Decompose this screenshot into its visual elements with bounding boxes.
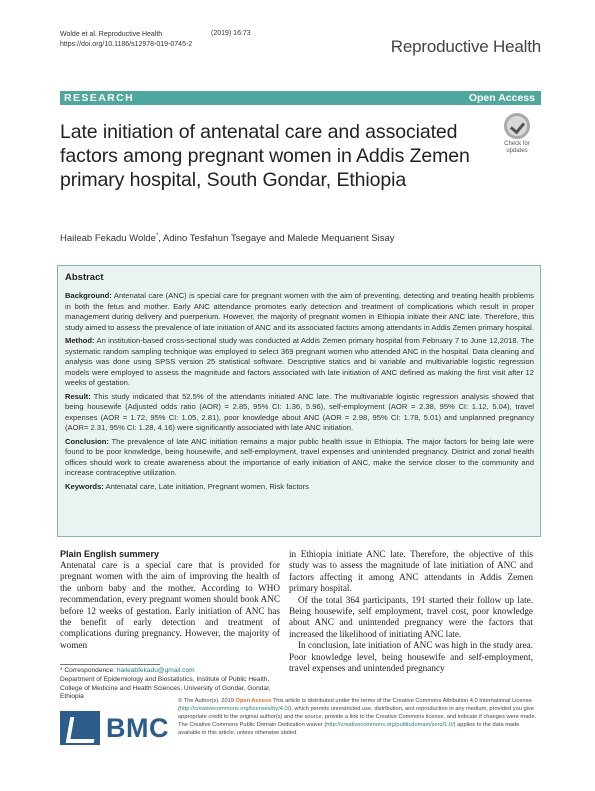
check-updates-label: Check for updates [504, 141, 530, 154]
abstract-box [57, 265, 541, 537]
article-type-label: RESEARCH [64, 92, 135, 104]
body-paragraph: Of the total 364 participants, 191 started their follow up late. Being housewife, self employment, travel cost, poor knowledge about ANC and unintended pregnancy were the factors that increased the likelihood of initiating ANC late. [289, 594, 533, 639]
body-paragraph: in Ethiopia initiate ANC late. Therefore, the objective of this study was to assess the magnitude of late initiation of ANC and factors affecting it among ANC attendants in Addis Zemen primary hospital. [289, 549, 533, 594]
author-name[interactable]: Haileab Fekadu Wolde [60, 233, 156, 245]
journal-name: Reproductive Health [390, 37, 541, 56]
open-access-tag: Open Access [235, 698, 272, 704]
check-updates-icon [504, 113, 530, 139]
year-volume: (2019) 16:73 [211, 30, 251, 37]
citation-line: Wolde et al. Reproductive Health [60, 31, 163, 38]
running-header [60, 30, 192, 50]
bmc-logo[interactable] [60, 710, 180, 746]
affiliation: Department of Epidemiology and Biostatistics, Institute of Public Health, College of Medicine and Health Sciences, University of Gondar, Gondar, Ethiopia [60, 675, 271, 701]
correspondence-email-link[interactable]: haileabfekadu@gmail.com [116, 667, 195, 674]
correspondence-label: * Correspondence: [60, 667, 117, 674]
corresponding-mark: * [155, 233, 159, 239]
license-notice: © The Author(s). 2019 Open Access This article is distributed under the terms of the Creative Commons Attribution 4.0 International License (http://creativecommons.org/licenses/by/4.0/), which permits unrestricted use, distribution, and reproduction in any medium, provided you give appropriate credit to the original author(s) and the source, provide a link to the Creative Commons license, and indicate if changes were made. The Creative Commons Public Domain Dedication waiver (http://creativecommons.org/publicdomain/zero/1.0/) applies to the data made available in this article, unless otherwise stated. [178, 698, 537, 736]
abstract-result: Result: This study indicated that 52.5% of the attendants initiated ANC late. The multivariable logistic regression analysis showed that being housewife (Adjusted odds ratio (AOR) = 2.85, 95% CI: 1.36, 5.96), self-employment (AOR = 2.38, 95% CI: 1.12, 5.04), travel expenses (AOR = 1.72, 95% CI: 1.05, 2.81), poor knowledge about ANC (AOR = 2.98, 95% CI: 1.78, 5.01) and unplanned pregnancy (AOR= 2.31, 95% CI: 1.28, 4.16) were significantly associated with late ANC initiation. [65, 391, 534, 432]
left-column [60, 549, 280, 651]
check-for-updates-button[interactable] [497, 113, 537, 157]
section-band [60, 91, 541, 105]
doi-link[interactable]: https://doi.org/10.1186/s12978-019-0745-2 [60, 41, 193, 48]
abstract-heading: Abstract [65, 272, 104, 283]
footnote-divider [60, 664, 160, 665]
license-link[interactable]: http://creativecommons.org/licenses/by/4.0/ [179, 705, 290, 712]
open-access-label: Open Access [468, 92, 535, 104]
right-column [289, 549, 533, 674]
section-heading: Plain English summery [60, 549, 160, 559]
body-paragraph: In conclusion, late initiation of ANC was high in the study area. Poor knowledge level, being housewife and self-employment, travel expenses and unintended pregnancy [289, 640, 533, 674]
public-domain-link[interactable]: http://creativecommons.org/publicdomain/zero/1.0/ [326, 721, 454, 728]
footnote [60, 667, 286, 702]
abstract-background: Background: Antenatal care (ANC) is special care for pregnant women with the aim of preventing, detecting and treating health problems in both the fetus and mother. Early ANC attendance promotes early detection and treatment of complications which result in proper management during delivery and puerperium. However, the majority of pregnant women in Ethiopia initiate their ANC late. Therefore, this study aimed to assess the prevalence of late initiation of ANC and its associated factors among attendants in Addis Zemen primary hospital. [65, 291, 534, 332]
body-paragraph: Antenatal care is a special care that is provided for pregnant women with the aim of improving the health of the unborn baby and the mother. According to WHO recommendation, every pregnant women should book ANC before 12 weeks of gestation. Early initiation of ANC has the benefit of early detection and treatment of complications during pregnancy. However, the majority of women [60, 560, 280, 650]
abstract-method: Method: An institution-based cross-sectional study was conducted at Addis Zemen primary hospital from February 7 to June 12,2018. The systematic random sampling technique was employed to select 369 pregnant women who attended ANC in the hospital. Data cleaning and analysis was done using SPSS version 25 statistical software. Descriptive statics and bi variable and multivariable logistic regression models were employed to assess the magnitude and factors associated with late initiation of ANC defined as making the first visit after 12 weeks of gestation. [65, 336, 534, 387]
abstract-keywords: Keywords: Antenatal care, Late initiation, Pregnant women, Risk factors [65, 481, 309, 491]
bmc-logo-icon [60, 711, 100, 745]
author-list [60, 233, 395, 244]
abstract-conclusion: Conclusion: The prevalence of late ANC initiation remains a major public health issue in Ethiopia. The major factors for being late were found to be poor knowledge, being housewife, and self-employment, travel expenses and unintended pregnancy. District and zonal health offices should work to create awareness about the importance of early initiation of ANC, make the service closer to the community and increase contraceptive utilization. [65, 436, 534, 477]
bmc-logo-text: BMC [106, 713, 169, 743]
other-authors: , Adino Tesfahun Tsegaye and Malede Mequanent Sisay [158, 233, 395, 245]
article-title: Late initiation of antenatal care and associated factors among pregnant women in Addis Zemen primary hospital, South Gondar, Ethiopia [60, 121, 470, 191]
